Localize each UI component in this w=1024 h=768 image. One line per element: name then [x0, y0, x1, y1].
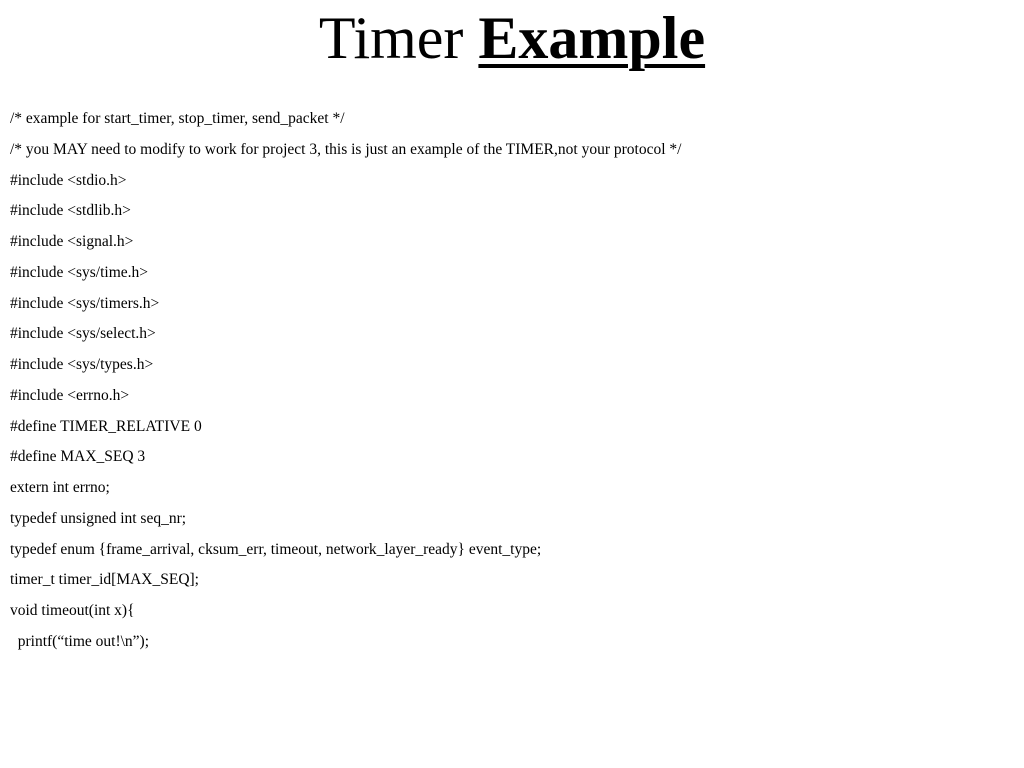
code-line: extern int errno;: [10, 479, 110, 496]
code-line: void timeout(int x){: [10, 602, 135, 619]
code-line: typedef unsigned int seq_nr;: [10, 509, 187, 527]
code-line: printf(“time out!\n”);: [10, 632, 150, 650]
code-line: #include <stdlib.h>: [10, 202, 131, 220]
code-line: /* you MAY need to modify to work for project 3, this is just an example of the TIMER,not your protocol */: [10, 140, 682, 158]
code-line: #define TIMER_RELATIVE 0: [10, 417, 202, 435]
code-line: #define MAX_SEQ 3: [10, 448, 146, 466]
title-plain-text: Timer: [318, 5, 464, 71]
code-line: #include <stdio.h>: [10, 171, 127, 189]
code-listing: [10, 104, 1010, 658]
code-line: typedef enum {frame_arrival, cksum_err, timeout, network_layer_ready} event_type;: [10, 540, 542, 558]
code-line: #include <sys/time.h>: [10, 263, 149, 281]
code-line: timer_t timer_id[MAX_SEQ];: [10, 571, 199, 589]
code-line: #include <sys/types.h>: [10, 356, 154, 373]
title-emphasis-text: Example: [478, 5, 706, 71]
slide-title: [0, 0, 1024, 76]
code-line: #include <signal.h>: [10, 233, 134, 250]
code-line: #include <errno.h>: [10, 386, 130, 404]
code-line: /* example for start_timer, stop_timer, send_packet */: [10, 110, 345, 127]
code-line: #include <sys/timers.h>: [10, 294, 160, 312]
code-line: #include <sys/select.h>: [10, 325, 156, 343]
